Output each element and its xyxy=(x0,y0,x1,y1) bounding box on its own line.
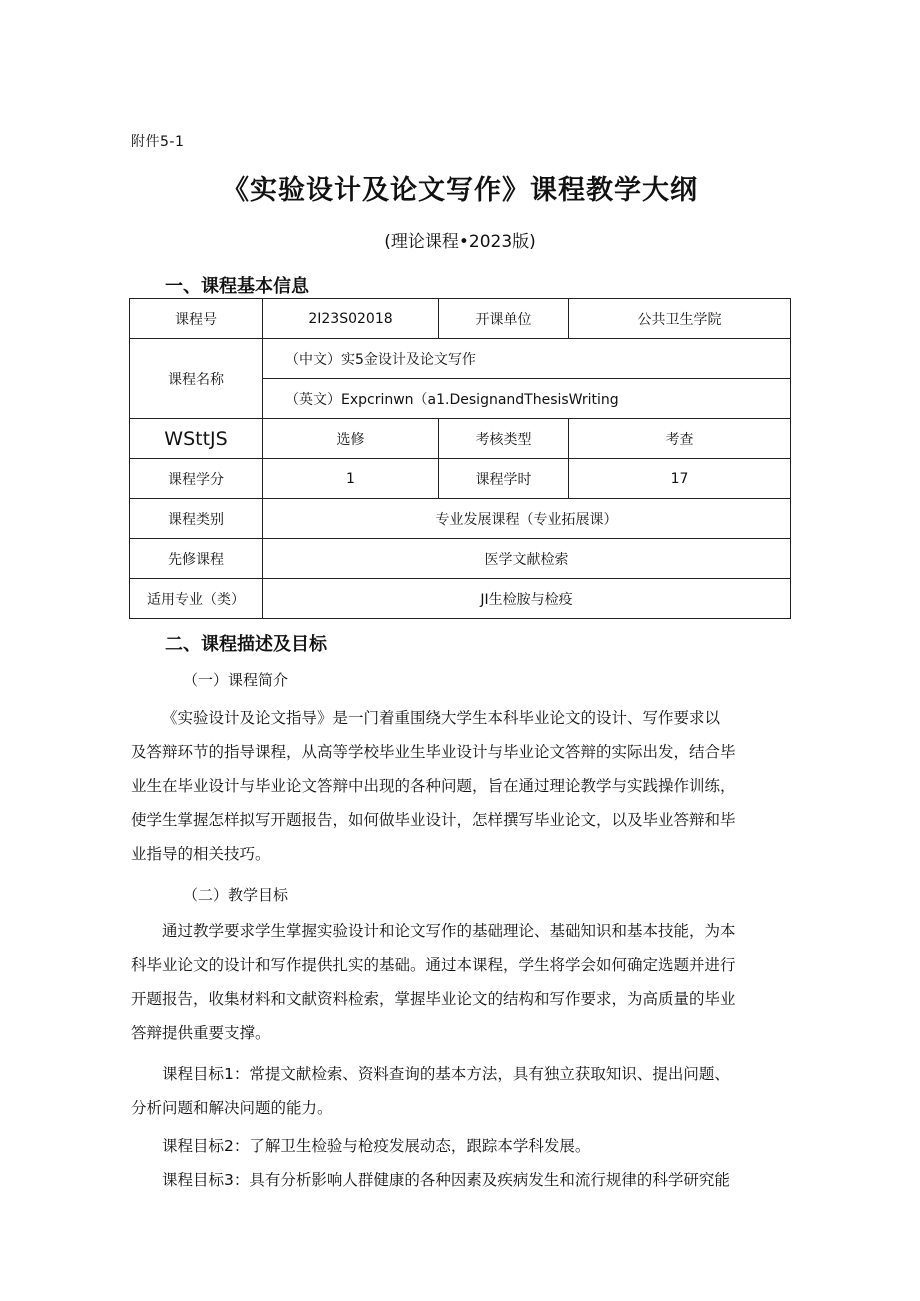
intro-line: 业生在毕业设计与毕业论文答辩中出现的各种问题，旨在通过理论教学与实践操作训练， xyxy=(131,777,736,795)
credits-label: 课程学分 xyxy=(130,459,263,499)
section-description-heading: 二、课程描述及目标 xyxy=(165,634,327,655)
course-nature-label: WSttJS xyxy=(130,419,263,459)
department-label: 开课单位 xyxy=(439,299,569,339)
assessment-type-value: 考查 xyxy=(569,419,791,459)
course-target-1 xyxy=(131,1057,793,1125)
table-row xyxy=(130,419,791,459)
document-title: 《实验设计及论文写作》课程教学大纲 xyxy=(222,175,698,206)
target-line: 课程目标2：了解卫生检验与枪疫发展动态，跟踪本学科发展。 xyxy=(162,1137,591,1155)
target-line: 课程目标1：常提文献检索、资料查询的基本方法，具有独立获取知识、提出问题、 xyxy=(162,1065,730,1083)
table-row xyxy=(130,459,791,499)
assessment-type-label: 考核类型 xyxy=(439,419,569,459)
hours-label: 课程学时 xyxy=(439,459,569,499)
goal-line: 开题报告，收集材料和文献资料检索，掌握毕业论文的结构和写作要求，为高质量的毕业 xyxy=(131,990,736,1008)
course-category-value: 专业发展课程（专业拓展课） xyxy=(263,499,791,539)
department-value: 公共卫生学院 xyxy=(569,299,791,339)
intro-line: 《实验设计及论文指导》是一门着重围绕大学生本科毕业论文的设计、写作要求以 xyxy=(162,709,721,727)
applicable-major-label: 适用专业（类） xyxy=(130,579,263,619)
goal-subheading: （二）教学目标 xyxy=(183,886,289,904)
course-name-label: 课程名称 xyxy=(130,339,263,419)
course-nature-value: 选修 xyxy=(263,419,439,459)
prerequisite-value: 医学文献检索 xyxy=(263,539,791,579)
table-row xyxy=(130,339,791,379)
intro-paragraph xyxy=(131,701,793,871)
target-line: 课程目标3：具有分析影响人群健康的各种因素及疾病发生和流行规律的科学研究能 xyxy=(162,1171,730,1189)
section-basic-info-heading: 一、课程基本信息 xyxy=(165,276,309,297)
table-row xyxy=(130,499,791,539)
course-info-table xyxy=(129,298,791,619)
table-row xyxy=(130,299,791,339)
course-number-label: 课程号 xyxy=(130,299,263,339)
intro-subheading: （一）课程简介 xyxy=(183,671,289,689)
table-row xyxy=(130,579,791,619)
course-category-label: 课程类别 xyxy=(130,499,263,539)
course-number-value: 2I23S02018 xyxy=(263,299,439,339)
hours-value: 17 xyxy=(569,459,791,499)
attachment-label: 附件5-1 xyxy=(131,134,185,150)
course-target-3 xyxy=(131,1163,793,1197)
credits-value: 1 xyxy=(263,459,439,499)
goal-line: 通过教学要求学生掌握实验设计和论文写作的基础理论、基础知识和基本技能，为本 xyxy=(162,922,736,940)
target-line: 分析问题和解决问题的能力。 xyxy=(131,1099,333,1117)
applicable-major-value: JI生检胺与检疫 xyxy=(263,579,791,619)
course-target-2 xyxy=(131,1129,793,1163)
goal-line: 科毕业论文的设计和写作提供扎实的基础。通过本课程，学生将学会如何确定选题并进行 xyxy=(131,956,736,974)
intro-line: 使学生掌握怎样拟写开题报告，如何做毕业设计，怎样撰写毕业论文，以及毕业答辩和毕 xyxy=(131,811,736,829)
document-subtitle: (理论课程•2023版) xyxy=(384,232,536,252)
course-name-cn: （中文）实5金设计及论文写作 xyxy=(263,339,791,379)
goal-line: 答辩提供重要支撑。 xyxy=(131,1024,271,1042)
table-row xyxy=(130,539,791,579)
prerequisite-label: 先修课程 xyxy=(130,539,263,579)
intro-line: 及答辩环节的指导课程，从高等学校毕业生毕业设计与毕业论文答辩的实际出发，结合毕 xyxy=(131,743,736,761)
goal-paragraph xyxy=(131,914,793,1050)
course-name-en: （英文）Expcrinwn（a1.DesignandThesisWriting xyxy=(263,379,791,419)
intro-line: 业指导的相关技巧。 xyxy=(131,845,271,863)
